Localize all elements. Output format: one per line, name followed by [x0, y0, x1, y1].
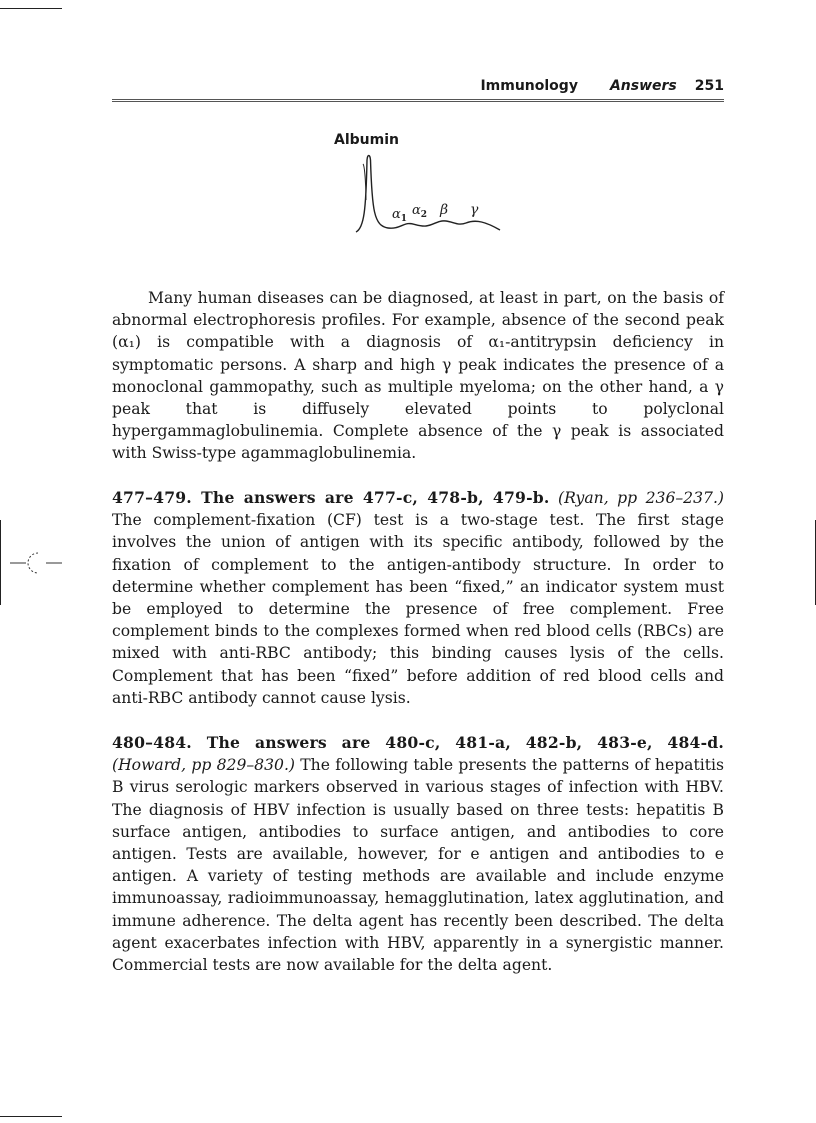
- page-number: 251: [694, 78, 724, 94]
- peak-alpha2: $\alpha_2$: [412, 203, 428, 220]
- electrophoresis-paragraph: Many human diseases can be diagnosed, at least in part, on the basis of abnormal electrophoresis profiles. For example, absence of the second peak (α₁) is compatible with a diagnosis of α₁-antitrypsin deficiency in symptomatic persons. A sharp and high γ peak indicates the presence of a monoclonal gammopathy, such as multiple myeloma; on the other hand, a γ peak that is diffusely elevated points to polyclonal hypergammaglobulinemia. Complete absence of the γ peak is associated with Swiss-type agammaglobulinemia.: [112, 289, 724, 463]
- electrophoresis-curve: [330, 130, 530, 245]
- peak-beta: β: [440, 202, 449, 218]
- crop-mark-bottom-left: [0, 1116, 62, 1117]
- answer-480-text: The following table presents the patterns of hepatitis B virus serologic markers observed in various stages of infection with HBV. The diagnosis of HBV infection is usually based on three tests: hepatitis B surface antigen, antibodies to surface antigen, and antibodies to core antigen. Tests are available, however, for e antigen and antibodies to e antigen. A variety of testing methods are available and include enzyme immunoassay, radioimmunoassay, hemagglutination, latex agglutination, and immune adherence. The delta agent has recently been described. The delta agent exacerbates infection with HBV, apparently in a synergistic manner. Commercial tests are now available for the delta agent.: [112, 756, 724, 975]
- albumin-label: Albumin: [334, 132, 399, 148]
- running-header: [112, 74, 724, 98]
- header-rule: [112, 99, 724, 102]
- answer-477-reference: (Ryan, pp 236–237.): [558, 489, 724, 507]
- registration-mark-icon: [8, 545, 66, 581]
- answer-480-heading: 480–484. The answers are 480-c, 481-a, 482-b, 483-e, 484-d.: [112, 733, 724, 752]
- peak-alpha1: $\alpha_1$: [392, 207, 408, 224]
- header-section: Immunology: [480, 78, 578, 94]
- answer-477-479: [112, 487, 724, 709]
- peak-gamma: γ: [470, 202, 479, 218]
- crop-mark-top-left: [0, 8, 62, 9]
- answer-480-484: [112, 732, 724, 976]
- answer-477-text: The complement-fixation (CF) test is a two-stage test. The first stage involves the union of antigen with its specific antibody, followed by the fixation of complement to the antigen-antibody structure. In order to determine whether complement has been “fixed,” an indicator system must be employed to determine the presence of free complement. Free complement binds to the complexes formed when red blood cells (RBCs) are mixed with anti-RBC antibody; this binding causes lysis of the cells. Complement that has been “fixed” before addition of red blood cells and anti-RBC antibody cannot cause lysis.: [112, 511, 724, 707]
- header-subsection: Answers: [609, 78, 677, 94]
- answer-477-heading: 477–479. The answers are 477-c, 478-b, 479-b.: [112, 488, 550, 507]
- crop-mark-left-vertical: [0, 520, 1, 605]
- answer-480-reference: (Howard, pp 829–830.): [112, 756, 295, 775]
- electrophoresis-figure: [330, 130, 530, 245]
